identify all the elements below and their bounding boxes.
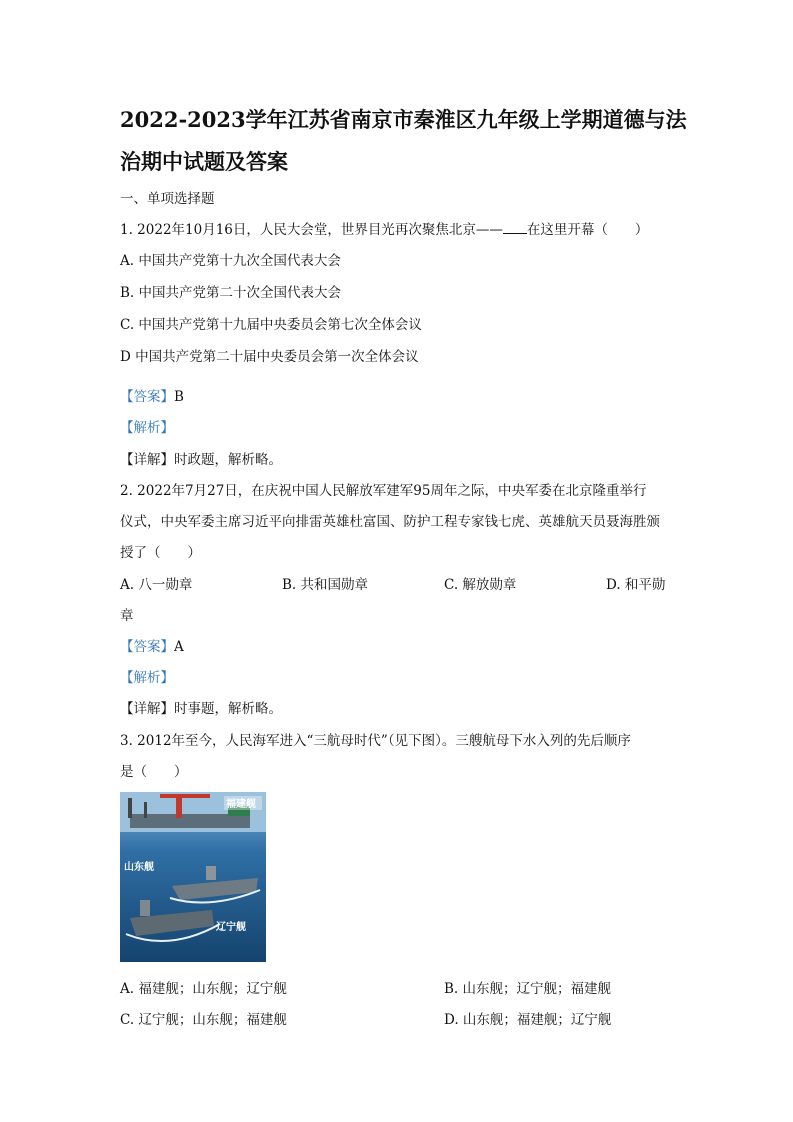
q1-option-c: C. 中国共产党第十九届中央委员会第七次全体会议: [120, 317, 422, 333]
q2-detail-text: 时事题，解析略。: [174, 701, 282, 717]
q3-stem-line1: 3. 2012年至今，人民海军进入“三航母时代”（见下图）。三艘航母下水入列的先后顺序: [120, 733, 631, 749]
q1-option-a: A. 中国共产党第十九次全国代表大会: [120, 253, 341, 269]
q1-detail: [120, 448, 282, 468]
q2-stem-line1: 2. 2022年7月27日，在庆祝中国人民解放军建军95周年之际，中央军委在北京隆重举行: [120, 483, 647, 499]
q2-answer: [120, 635, 184, 655]
q1-answer-value: B: [174, 389, 184, 405]
q2-option-a: A. 八一勋章: [120, 577, 193, 593]
q1-detail-tag: 【详解】: [120, 452, 174, 468]
section-heading: 一、单项选择题: [120, 191, 215, 207]
q2-analysis-tag: 【解析】: [120, 670, 174, 686]
q3-option-d: D. 山东舰；福建舰；辽宁舰: [444, 1012, 612, 1028]
q2-option-c: C. 解放勋章: [444, 577, 517, 593]
q1-analysis-tag: 【解析】: [120, 420, 174, 436]
label-shandong: 山东舰: [124, 862, 154, 873]
q1-option-b: B. 中国共产党第二十次全国代表大会: [120, 285, 342, 301]
page-title-line2: 治期中试题及答案: [120, 149, 288, 174]
q2-detail-tag: 【详解】: [120, 701, 174, 717]
aircraft-carriers-image: [120, 792, 266, 962]
q3-stem-line2: 是（ ）: [120, 764, 188, 780]
q2-detail: [120, 697, 282, 717]
q3-option-b: B. 山东舰；辽宁舰；福建舰: [444, 981, 612, 997]
q2-stem-line3: 授了（ ）: [120, 545, 201, 561]
q1-blank: [503, 221, 527, 234]
q2-option-b: B. 共和国勋章: [282, 577, 369, 593]
q2-stem-line2: 仪式，中央军委主席习近平向排雷英雄杜富国、防护工程专家钱七虎、英雄航天员聂海胜颁: [120, 514, 660, 530]
q2-option-d: D. 和平勋: [606, 577, 666, 593]
q2-answer-value: A: [174, 639, 184, 655]
label-fujian: 福建舰: [226, 799, 256, 810]
q1-stem-end: 在这里开幕（ ）: [526, 222, 649, 238]
q2-option-d-cont: 章: [120, 608, 134, 624]
q1-stem: [120, 218, 648, 238]
q2-answer-tag: 【答案】: [120, 639, 174, 655]
q3-option-a: A. 福建舰；山东舰；辽宁舰: [120, 981, 287, 997]
page-title-line1: 2022-2023学年江苏省南京市秦淮区九年级上学期道德与法: [120, 107, 687, 132]
label-liaoning: 辽宁舰: [216, 922, 246, 933]
q1-option-d: D 中国共产党第二十届中央委员会第一次全体会议: [120, 349, 419, 365]
q1-answer: [120, 385, 184, 405]
q1-detail-text: 时政题，解析略。: [174, 452, 282, 468]
q1-answer-tag: 【答案】: [120, 389, 174, 405]
q3-option-c: C. 辽宁舰；山东舰；福建舰: [120, 1012, 287, 1028]
q1-stem-text: 1. 2022年10月16日，人民大会堂，世界目光再次聚焦北京——: [120, 222, 503, 238]
